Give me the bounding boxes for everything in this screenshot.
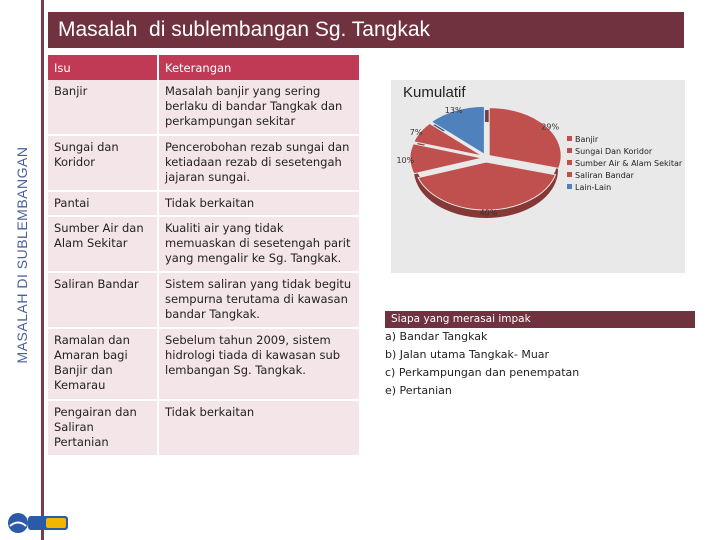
table-row [48, 329, 359, 401]
impact-heading: Siapa yang merasai impak [385, 311, 695, 328]
table-row [48, 217, 359, 273]
column-header-isu: Isu [48, 55, 159, 80]
table-row [48, 80, 359, 136]
table-header-row [48, 55, 359, 80]
issue-cell: Sumber Air dan Alam Sekitar [48, 217, 159, 273]
table-row [48, 136, 359, 192]
description-cell: Kualiti air yang tidak memuaskan di sesetengah parit yang mengalir ke Sg. Tangkak. [159, 217, 359, 273]
issue-cell: Saliran Bandar [48, 273, 159, 329]
impact-list [385, 328, 695, 400]
issue-cell: Pantai [48, 192, 159, 217]
pie-data-label: 7% [409, 128, 423, 138]
legend-swatch [567, 184, 572, 189]
pie-data-label: 10% [396, 155, 415, 165]
description-cell: Sistem saliran yang tidak begitu sempurna terutama di kawasan bandar Tangkak. [159, 273, 359, 329]
legend-entry: Saliran Bandar [575, 171, 634, 180]
list-item: e) Pertanian [385, 384, 452, 397]
pie-chart [391, 80, 685, 273]
chart-title: Kumulatif [403, 84, 466, 101]
table-row [48, 273, 359, 329]
list-item: c) Perkampungan dan penempatan [385, 366, 580, 379]
list-item: b) Jalan utama Tangkak- Muar [385, 348, 550, 361]
sidebar-vertical-title: MASALAH DI SUBLEMBANGAN [14, 146, 30, 364]
page-title: Masalah di sublembangan Sg. Tangkak [58, 18, 431, 41]
description-cell: Masalah banjir yang sering berlaku di bandar Tangkak dan perkampungan sekitar [159, 80, 359, 136]
table-row [48, 192, 359, 217]
legend-entry: Banjir [575, 135, 599, 144]
legend-entry: Sungai Dan Koridor [575, 147, 653, 156]
list-item: a) Bandar Tangkak [385, 330, 488, 343]
pie-data-label: 13% [444, 105, 463, 115]
issue-cell: Ramalan dan Amaran bagi Banjir dan Kemarau [48, 329, 159, 401]
description-cell: Tidak berkaitan [159, 401, 359, 457]
title-bar [48, 12, 684, 48]
description-cell: Pencerobohan rezab sungai dan ketiadaan rezab di sesetengah jajaran sungai. [159, 136, 359, 192]
description-cell: Sebelum tahun 2009, sistem hidrologi tiada di kawasan sub lembangan Sg. Tangkak. [159, 329, 359, 401]
legend-swatch [567, 172, 572, 177]
legend-swatch [567, 160, 572, 165]
issue-cell: Pengairan dan Saliran Pertanian [48, 401, 159, 457]
legend-swatch [567, 148, 572, 153]
issue-cell: Banjir [48, 80, 159, 136]
sidebar [0, 0, 44, 540]
legend-entry: Lain-Lain [575, 183, 612, 192]
pie-data-label: 40% [479, 208, 498, 218]
pie-chart-panel [391, 80, 685, 273]
legend-swatch [567, 136, 572, 141]
description-cell: Tidak berkaitan [159, 192, 359, 217]
issue-cell: Sungai dan Koridor [48, 136, 159, 192]
issues-table [48, 55, 359, 457]
pie-slice-banjir [489, 108, 561, 169]
column-header-keterangan: Keterangan [159, 55, 359, 80]
table-row [48, 401, 359, 457]
jps-logo [6, 510, 72, 536]
pie-data-label: 29% [541, 122, 560, 132]
legend-entry: Sumber Air & Alam Sekitar [575, 159, 683, 168]
